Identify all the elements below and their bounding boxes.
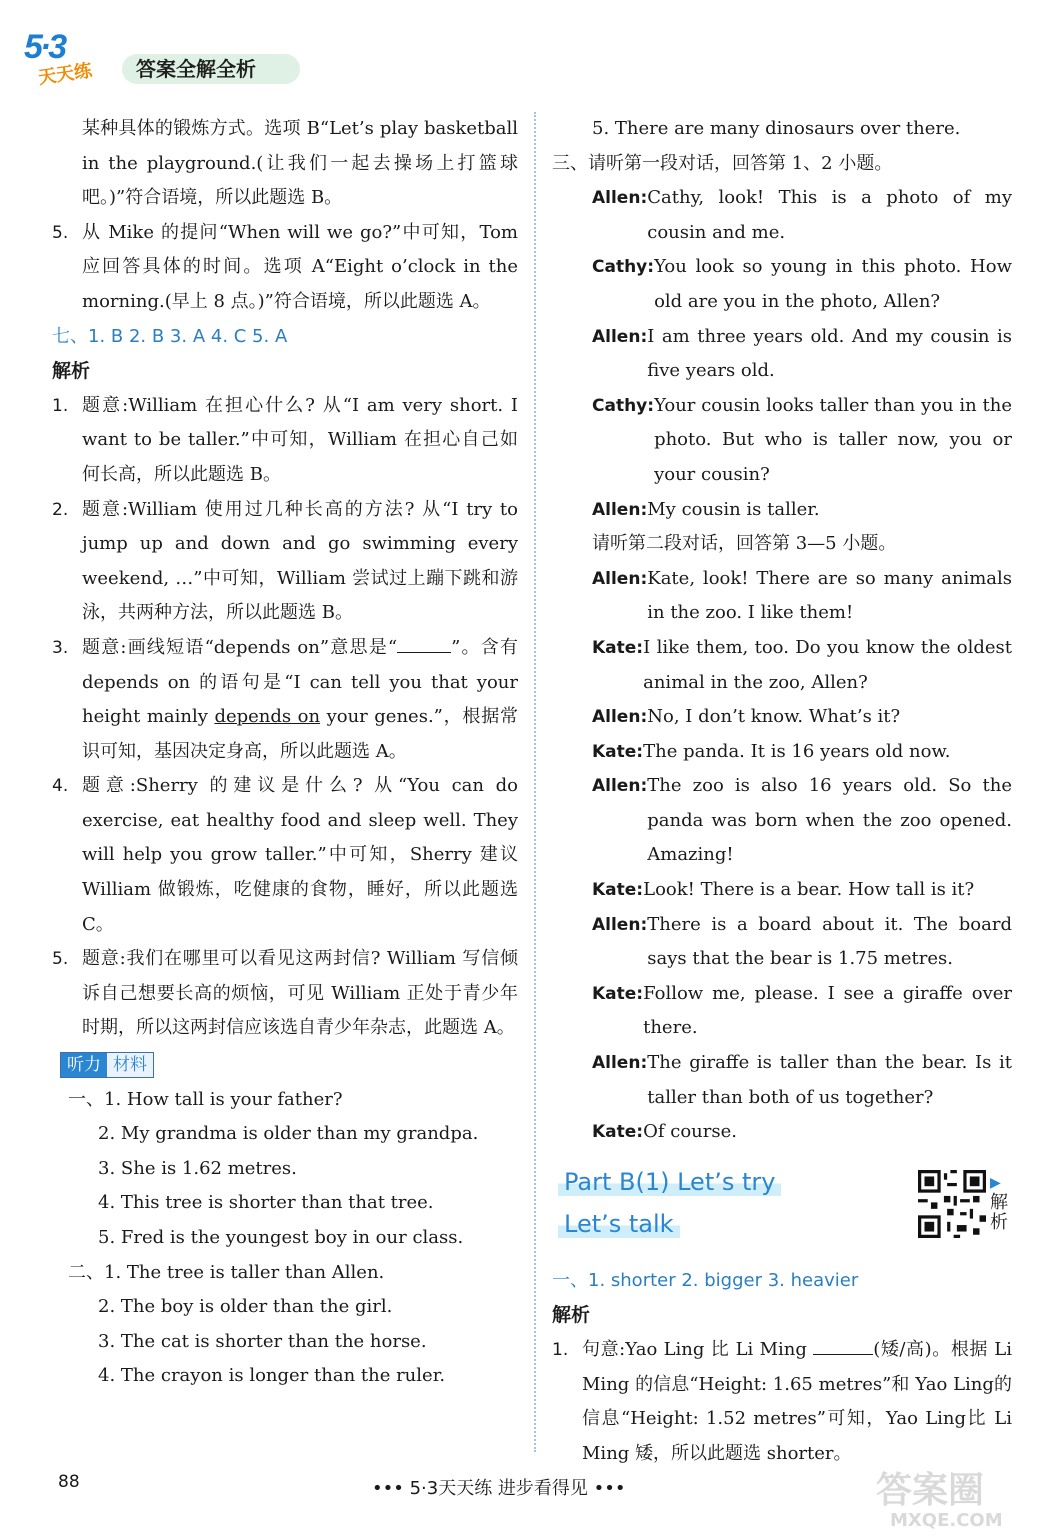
item-number: 2. bbox=[52, 499, 69, 520]
dialog-line bbox=[552, 389, 1012, 493]
analysis-heading: 解析 bbox=[552, 1304, 591, 1327]
dialog-line bbox=[552, 493, 1012, 528]
footer-slogan: ••• 5·3天天练 进步看得见 ••• bbox=[372, 1478, 626, 1499]
analysis-item bbox=[52, 769, 518, 942]
page-number: 88 bbox=[58, 1472, 80, 1492]
play-icon: ▶ bbox=[990, 1174, 1001, 1191]
speaker: Kate: bbox=[592, 1122, 644, 1143]
utterance: The giraffe is taller than the bear. Is it taller than both of us together? bbox=[647, 1052, 1012, 1108]
right-column bbox=[552, 112, 1012, 1471]
listening-line: 3. The cat is shorter than the horse. bbox=[98, 1330, 427, 1352]
analysis-item bbox=[52, 631, 518, 769]
dialog-line bbox=[552, 562, 1012, 631]
brand-logo bbox=[22, 30, 120, 90]
dialog-line bbox=[552, 1046, 1012, 1115]
dialog-line bbox=[552, 250, 1012, 319]
dialog-line bbox=[552, 735, 1012, 770]
item-text-part: 句意:Yao Ling 比 Li Ming bbox=[582, 1339, 814, 1360]
utterance: Follow me, please. I see a giraffe over there. bbox=[643, 982, 1012, 1039]
section-number: 二、 bbox=[68, 1261, 104, 1283]
utterance: Look! There is a bear. How tall is it? bbox=[643, 879, 975, 901]
speaker: Kate: bbox=[592, 741, 644, 762]
dialog-line bbox=[552, 977, 1012, 1046]
speaker: Allen: bbox=[592, 568, 648, 589]
listening-line: 4. The crayon is longer than the ruler. bbox=[98, 1365, 446, 1387]
item-number: 1. bbox=[552, 1340, 569, 1360]
speaker: Cathy: bbox=[592, 257, 655, 278]
speaker: Allen: bbox=[592, 188, 648, 209]
analysis-item bbox=[552, 1333, 1012, 1471]
utterance: Your cousin looks taller than you in the photo. But who is taller now, you or your cousin? bbox=[654, 394, 1012, 485]
item-text: 题意:我们在哪里可以看见这两封信? William 写信倾诉自己想要长高的烦恼，可见 William 正处于青少年时期，所以这两封信应该选自青少年杂志，此题选 A。 bbox=[82, 948, 518, 1039]
utterance: Of course. bbox=[643, 1121, 737, 1143]
item-text-part: 题意:画线短语“depends on”意思是“ bbox=[82, 636, 398, 658]
qr-code-icon[interactable] bbox=[918, 1170, 986, 1238]
utterance: There is a board about it. The board says that the bear is 1.75 metres. bbox=[647, 913, 1012, 970]
speaker: Allen: bbox=[592, 1053, 648, 1074]
dialog-line bbox=[552, 1115, 1012, 1150]
svg-text:MXQE.COM: MXQE.COM bbox=[890, 1510, 1003, 1531]
item-number: 5. bbox=[52, 222, 69, 243]
tag-label-a: 听力 bbox=[61, 1053, 107, 1077]
utterance: The zoo is also 16 years old. So the panda was born when the zoo opened. Amazing! bbox=[647, 775, 1012, 866]
listening-line: 2. The boy is older than the girl. bbox=[98, 1296, 393, 1318]
item-text-part: ”。含有 depends on 的语句是“I can tell you that your height mainly bbox=[82, 636, 518, 728]
listening-material-tag bbox=[60, 1052, 154, 1078]
utterance: Kate, look! There are so many animals in the zoo. I like them! bbox=[647, 567, 1012, 624]
dialog-line bbox=[552, 908, 1012, 977]
qr-label-text: 解析 bbox=[990, 1191, 1008, 1233]
utterance: The panda. It is 16 years old now. bbox=[643, 740, 951, 762]
page-header bbox=[22, 30, 322, 90]
underlined-phrase: depends on bbox=[214, 706, 321, 728]
analysis-item bbox=[52, 493, 518, 631]
item-number: 4. bbox=[52, 776, 69, 797]
tag-label-b: 材料 bbox=[107, 1053, 153, 1077]
answer-blank bbox=[397, 636, 451, 653]
item-text: 题意:Sherry 的建议是什么? 从“You can do exercise, eat healthy food and sleep well. They will help you grow taller.”中可知，Sherry 建议 William 做锻炼，吃健康的食物，睡好，所以此题选 C。 bbox=[82, 775, 518, 935]
svg-text:答案圈: 答案圈 bbox=[876, 1470, 985, 1511]
item-text: 题意:William 在担心什么? 从“I am very short. I want to be taller.”中可知，William 在担心自己如何长高，所以此题选 B。 bbox=[82, 394, 518, 485]
part-header bbox=[552, 1168, 1012, 1258]
speaker: Allen: bbox=[592, 776, 648, 797]
dialog-line bbox=[552, 700, 1012, 735]
column-divider bbox=[534, 112, 536, 1452]
listening-line: 4. This tree is shorter than that tree. bbox=[98, 1192, 434, 1214]
listening-line: 3. She is 1.62 metres. bbox=[98, 1157, 297, 1179]
dialog-line bbox=[552, 320, 1012, 389]
speaker: Kate: bbox=[592, 983, 644, 1004]
listening-section-1 bbox=[52, 1083, 518, 1256]
listening-line: 1. How tall is your father? bbox=[104, 1088, 343, 1110]
answer-key-one: 一、1. shorter 2. bigger 3. heavier bbox=[552, 1269, 859, 1291]
continued-paragraph: 某种具体的锻炼方式。选项 B“Let’s play basketball in the playground.(让我们一起去操场上打篮球吧。)”符合语境，所以此题选 B。 bbox=[82, 118, 518, 209]
dialog-line bbox=[552, 873, 1012, 908]
item-text bbox=[582, 1333, 1012, 1471]
speaker: Cathy: bbox=[592, 395, 655, 416]
item-number: 5. bbox=[52, 949, 69, 970]
listening-line: 1. The tree is taller than Allen. bbox=[104, 1261, 385, 1283]
utterance: I like them, too. Do you know the oldest animal in the zoo, Allen? bbox=[643, 636, 1012, 693]
speaker: Kate: bbox=[592, 880, 644, 901]
watermark-logo bbox=[870, 1462, 1048, 1532]
speaker: Kate: bbox=[592, 637, 644, 658]
speaker: Allen: bbox=[592, 326, 648, 347]
item-text-part: (矮/高)。根据 Li Ming 的信息“Height: 1.65 metres”和 Yao Ling的信息“Height: 1.52 metres”可知，Yao Ling比 Li Ming 矮，所以此题选 shorter。 bbox=[582, 1339, 1012, 1464]
utterance: My cousin is taller. bbox=[647, 498, 820, 520]
header-banner: 答案全解全析 bbox=[122, 54, 300, 84]
section-number: 一、 bbox=[68, 1088, 104, 1110]
answer-key-seven: 七、1. B 2. B 3. A 4. C 5. A bbox=[52, 325, 288, 347]
left-column bbox=[52, 112, 518, 1394]
section-three-heading: 三、请听第一段对话，回答第 1、2 小题。 bbox=[552, 152, 893, 174]
speaker: Allen: bbox=[592, 707, 648, 728]
part-subtitle: Let’s talk bbox=[558, 1210, 680, 1238]
answer-item bbox=[52, 216, 518, 320]
analysis-heading: 解析 bbox=[52, 360, 91, 383]
speaker: Allen: bbox=[592, 499, 648, 520]
utterance: I am three years old. And my cousin is five years old. bbox=[647, 325, 1012, 382]
item-text: 从 Mike 的提问“When will we go?”中可知，Tom 应回答具体的时间。选项 A“Eight o’clock in the morning.(早上 8 点。)”符合语境，所以此题选 A。 bbox=[82, 221, 518, 312]
dialog-line bbox=[552, 631, 1012, 700]
item-text bbox=[82, 631, 518, 769]
dialog-line bbox=[552, 181, 1012, 250]
utterance: Cathy, look! This is a photo of my cousin and me. bbox=[647, 187, 1012, 243]
listening-line: 2. My grandma is older than my grandpa. bbox=[98, 1123, 479, 1145]
qr-label bbox=[990, 1172, 1010, 1233]
analysis-item bbox=[52, 942, 518, 1046]
section-three-subheading: 请听第二段对话，回答第 3—5 小题。 bbox=[592, 533, 897, 555]
listening-line: 5. There are many dinosaurs over there. bbox=[592, 118, 961, 139]
utterance: You look so young in this photo. How old are you in the photo, Allen? bbox=[654, 256, 1012, 312]
utterance: No, I don’t know. What’s it? bbox=[647, 706, 901, 728]
analysis-item bbox=[52, 389, 518, 493]
item-number: 3. bbox=[52, 637, 69, 658]
logo-number: 5·3 bbox=[24, 28, 65, 66]
listening-line: 5. Fred is the youngest boy in our class. bbox=[98, 1227, 464, 1248]
dialog-line bbox=[552, 769, 1012, 873]
listening-section-2 bbox=[52, 1256, 518, 1394]
answer-blank bbox=[813, 1338, 873, 1355]
part-title: Part B(1) Let’s try bbox=[558, 1168, 781, 1196]
item-text: 题意:William 使用过几种长高的方法? 从“I try to jump up and down and go swimming every weekend, …”中可知，William 尝试过上蹦下跳和游泳，共两种方法，所以此题选 B。 bbox=[82, 498, 518, 624]
speaker: Allen: bbox=[592, 914, 648, 935]
logo-subtitle: 天天练 bbox=[37, 60, 94, 89]
item-number: 1. bbox=[52, 395, 69, 416]
item-text-part: your genes.”，根据常识可知，基因决定身高，所以此题选 A。 bbox=[82, 706, 518, 762]
